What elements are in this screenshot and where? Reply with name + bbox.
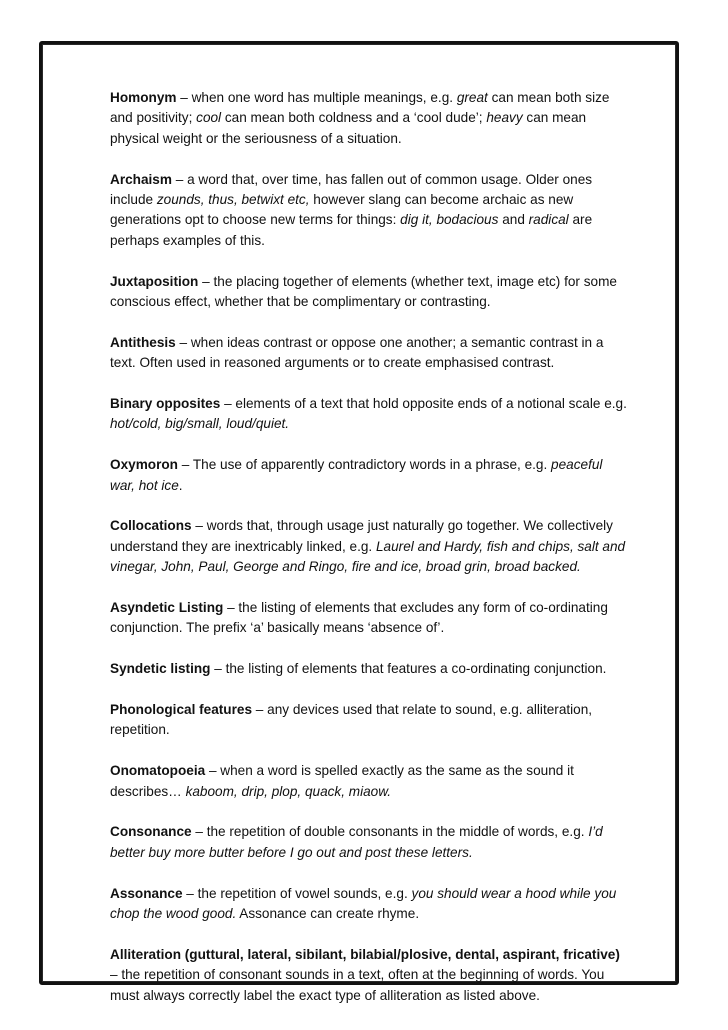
glossary-entry	[110, 333, 630, 374]
entry-definition: – any devices used that relate to sound, e.g. alliteration, repetition.	[110, 702, 593, 738]
entry-term: Assonance	[110, 885, 183, 901]
entry-definition: – the listing of elements that excludes any form of co-ordinating conjunction. The prefix ‘a’ basically means ‘absence of’.	[110, 600, 608, 636]
entry-term: Alliteration	[110, 946, 181, 962]
glossary-entry	[110, 394, 630, 435]
entry-definition: – when a word is spelled exactly as the same as the sound it describes…	[110, 763, 574, 799]
entry-definition: – the repetition of vowel sounds, e.g.	[182, 885, 412, 901]
entry-example: peaceful war, hot ice	[110, 457, 603, 493]
entry-definition: – when one word has multiple meanings, e.g.	[176, 90, 457, 105]
glossary-entry	[110, 822, 630, 863]
entry-definition: – The use of apparently contradictory words in a phrase, e.g.	[177, 457, 552, 473]
entry-definition: – the repetition of double consonants in the middle of words, e.g.	[191, 824, 589, 840]
glossary	[110, 88, 630, 1026]
entry-term: Asyndetic Listing	[110, 600, 224, 616]
glossary-entry	[110, 700, 630, 741]
glossary-entry	[110, 272, 630, 313]
entry-term: Consonance	[110, 824, 192, 840]
glossary-entry	[110, 945, 630, 1006]
entry-definition: are perhaps examples of this.	[110, 212, 593, 248]
glossary-entry	[110, 170, 630, 252]
entry-definition: can mean both size and positivity;	[110, 90, 610, 126]
entry-example: cool	[196, 110, 222, 126]
entry-example: heavy	[486, 110, 523, 126]
entry-definition: Assonance can create rhyme.	[236, 906, 420, 922]
entry-definition: however slang can become archaic as new generations opt to choose new terms for things:	[110, 192, 574, 228]
glossary-entry	[110, 88, 630, 149]
entry-term-detail: (guttural, lateral, sibilant, bilabial/plosive, dental, aspirant, fricative)	[181, 946, 620, 962]
entry-definition: – the repetition of consonant sounds in a text, often at the beginning of words. You must always correctly label the exact type of alliteration as listed above.	[110, 967, 605, 1003]
entry-definition: .	[178, 477, 183, 493]
entry-example: Laurel and Hardy, fish and chips, salt and vinegar, John, Paul, George and Ringo, fire and ice, broad grin, broad backed.	[110, 538, 626, 575]
entry-term: Juxtaposition	[110, 273, 199, 289]
entry-definition: – a word that, over time, has fallen out of common usage. Older ones include	[110, 171, 593, 208]
entry-example: great	[456, 90, 488, 105]
entry-definition: – elements of a text that hold opposite ends of a notional scale e.g.	[220, 396, 627, 412]
entry-term: Antithesis	[110, 334, 176, 350]
entry-definition: – the listing of elements that features a co-ordinating conjunction.	[210, 661, 607, 677]
entry-term: Phonological features	[110, 702, 253, 718]
entry-example: you should wear a hood while you chop the wood good.	[110, 885, 617, 922]
entry-example: zounds, thus, betwixt etc,	[156, 192, 310, 208]
entry-term: Syndetic listing	[110, 661, 211, 677]
glossary-entry	[110, 884, 630, 925]
entry-term: Archaism	[110, 171, 172, 187]
entry-example: hot/cold, big/small, loud/quiet.	[110, 416, 290, 432]
entry-term: Binary opposites	[110, 396, 221, 412]
entry-term: Collocations	[110, 518, 192, 534]
entry-definition: – when ideas contrast or oppose one another; a semantic contrast in a text. Often used in reasoned arguments or to create emphasised contrast.	[110, 334, 604, 371]
entry-term: Oxymoron	[110, 457, 178, 473]
entry-definition: and	[498, 212, 529, 228]
entry-example: dig it, bodacious	[400, 212, 499, 228]
glossary-entry	[110, 761, 630, 802]
glossary-entry	[110, 516, 630, 577]
entry-definition: can mean both coldness and a ‘cool dude’;	[221, 110, 487, 126]
glossary-entry	[110, 598, 630, 639]
glossary-entry	[110, 455, 630, 496]
entry-term: Homonym	[110, 90, 177, 105]
entry-definition: – words that, through usage just naturally go together. We collectively understand they are inextricably linked, e.g.	[110, 518, 613, 554]
entry-example: I’d better buy more butter before I go out and post these letters.	[110, 824, 603, 860]
entry-definition: – the placing together of elements (whether text, image etc) for some conscious effect, whether that be complimentary or contrasting.	[110, 273, 617, 310]
entry-term: Onomatopoeia	[110, 763, 206, 779]
glossary-entry	[110, 659, 630, 679]
entry-definition: can mean physical weight or the seriousness of a situation.	[110, 110, 587, 146]
entry-example: kaboom, drip, plop, quack, miaow.	[185, 783, 392, 799]
entry-example: radical	[528, 212, 569, 228]
